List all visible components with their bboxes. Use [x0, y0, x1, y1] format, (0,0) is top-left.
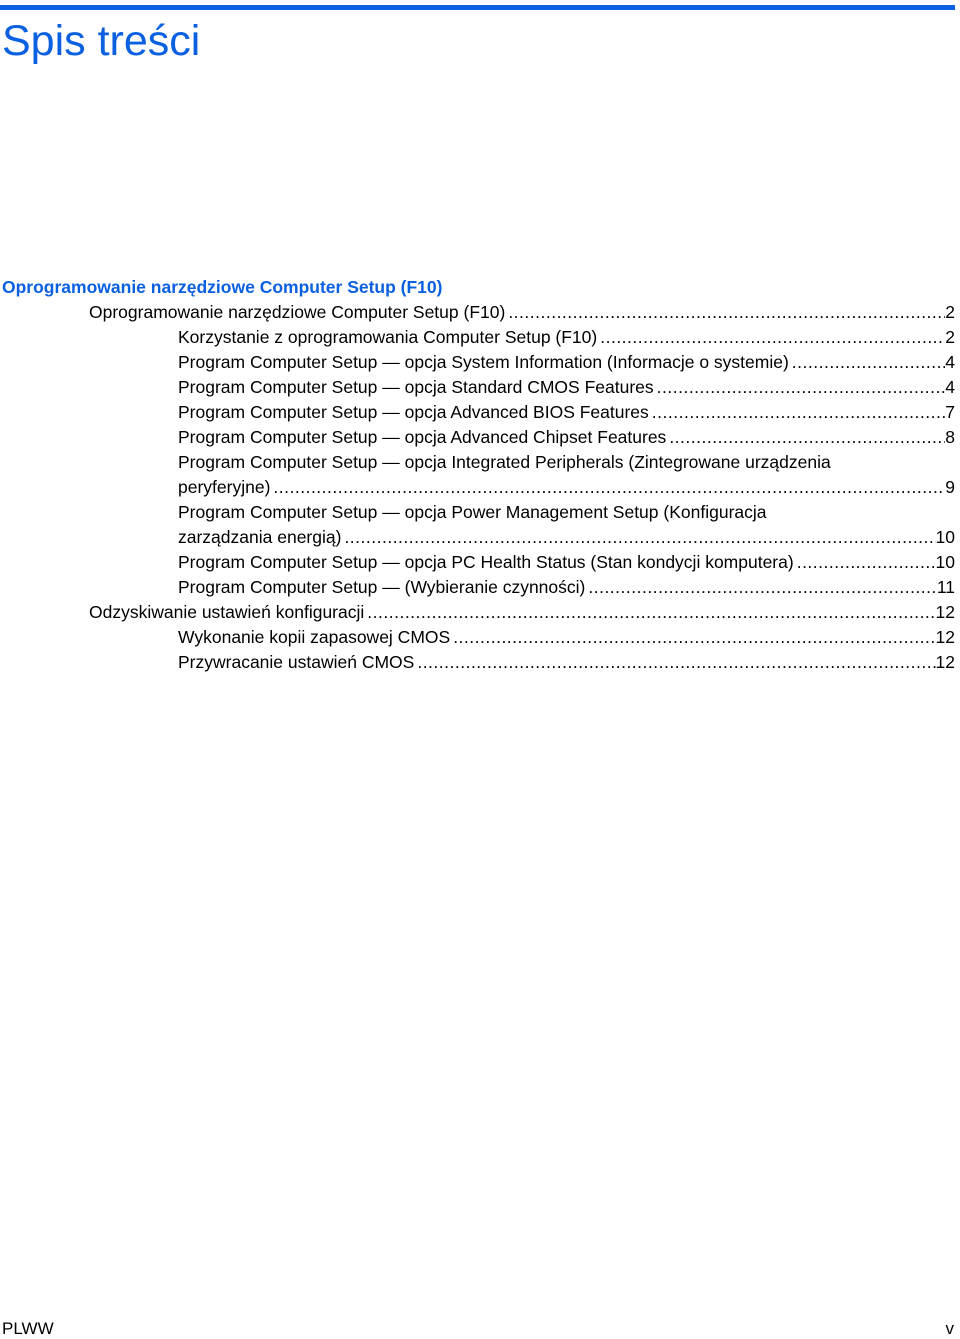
- dot-leader: [597, 325, 945, 350]
- toc-page-number: 11: [936, 577, 955, 597]
- toc-entry-link[interactable]: [0, 575, 955, 600]
- toc-entry-title: Oprogramowanie narzędziowe Computer Setup (F10): [89, 302, 506, 322]
- toc-chapter-link[interactable]: Oprogramowanie narzędziowe Computer Setup (F10): [2, 277, 443, 297]
- toc-page-number: 10: [935, 552, 955, 572]
- toc-entry-link[interactable]: [0, 650, 955, 675]
- toc-page-number: 12: [935, 652, 955, 672]
- toc-page-number: 2: [945, 302, 955, 322]
- dot-leader: [649, 400, 945, 425]
- toc-entry-link[interactable]: [0, 300, 955, 325]
- toc-entry-link[interactable]: [0, 350, 955, 375]
- toc-entry-link[interactable]: [0, 450, 955, 500]
- toc-entry-title: Program Computer Setup — (Wybieranie czynności): [178, 577, 586, 597]
- toc-entry-link[interactable]: [0, 400, 955, 425]
- table-of-contents: [0, 275, 955, 675]
- toc-entry-title: Program Computer Setup — opcja PC Health Status (Stan kondycji komputera): [178, 552, 794, 572]
- footer-left-label: PLWW: [2, 1319, 54, 1338]
- top-rule: [0, 5, 955, 10]
- toc-entry-link[interactable]: [0, 600, 955, 625]
- dot-leader: [414, 650, 935, 675]
- toc-entry-link[interactable]: [0, 500, 955, 550]
- toc-entry-title-line2: zarządzania energią): [178, 527, 342, 547]
- toc-entry-link[interactable]: [0, 425, 955, 450]
- dot-leader: [789, 350, 945, 375]
- dot-leader: [364, 600, 935, 625]
- toc-entry-title: Program Computer Setup — opcja Advanced BIOS Features: [178, 402, 649, 422]
- toc-page-number: 12: [935, 627, 955, 647]
- footer-page-number: v: [945, 1319, 954, 1338]
- dot-leader: [794, 550, 936, 575]
- dot-leader: [654, 375, 946, 400]
- toc-entry-title: Program Computer Setup — opcja System Information (Informacje o systemie): [178, 352, 789, 372]
- dot-leader: [270, 475, 945, 500]
- dot-leader: [666, 425, 945, 450]
- toc-entry-title: Odzyskiwanie ustawień konfiguracji: [89, 602, 365, 622]
- toc-entry-title: Program Computer Setup — opcja Standard CMOS Features: [178, 377, 654, 397]
- toc-page-number: 7: [945, 402, 955, 422]
- dot-leader: [341, 525, 935, 550]
- toc-entry-link[interactable]: [0, 550, 955, 575]
- toc-page-number: 10: [935, 527, 955, 547]
- toc-page-number: 12: [935, 602, 955, 622]
- toc-entry-link[interactable]: [0, 375, 955, 400]
- toc-entry-title-line2: peryferyjne): [178, 477, 271, 497]
- toc-page-number: 4: [945, 377, 955, 397]
- toc-entry-title: Przywracanie ustawień CMOS: [178, 652, 415, 672]
- toc-page-number: 4: [945, 352, 955, 372]
- toc-entry-title: Wykonanie kopii zapasowej CMOS: [178, 627, 451, 647]
- toc-entry-title: Korzystanie z oprogramowania Computer Setup (F10): [178, 327, 598, 347]
- dot-leader: [505, 300, 945, 325]
- toc-entry-link[interactable]: [0, 625, 955, 650]
- page-title: Spis treści: [2, 17, 201, 65]
- toc-entry-title: Program Computer Setup — opcja Advanced Chipset Features: [178, 427, 667, 447]
- toc-entry-title-line1: Program Computer Setup — opcja Power Management Setup (Konfiguracja: [178, 502, 767, 522]
- toc-entry-link[interactable]: [0, 325, 955, 350]
- dot-leader: [585, 575, 936, 600]
- toc-page-number: 8: [945, 427, 955, 447]
- toc-page-number: 9: [945, 477, 955, 497]
- toc-page-number: 2: [945, 327, 955, 347]
- dot-leader: [450, 625, 935, 650]
- toc-entry-title-line1: Program Computer Setup — opcja Integrated Peripherals (Zintegrowane urządzenia: [178, 452, 831, 472]
